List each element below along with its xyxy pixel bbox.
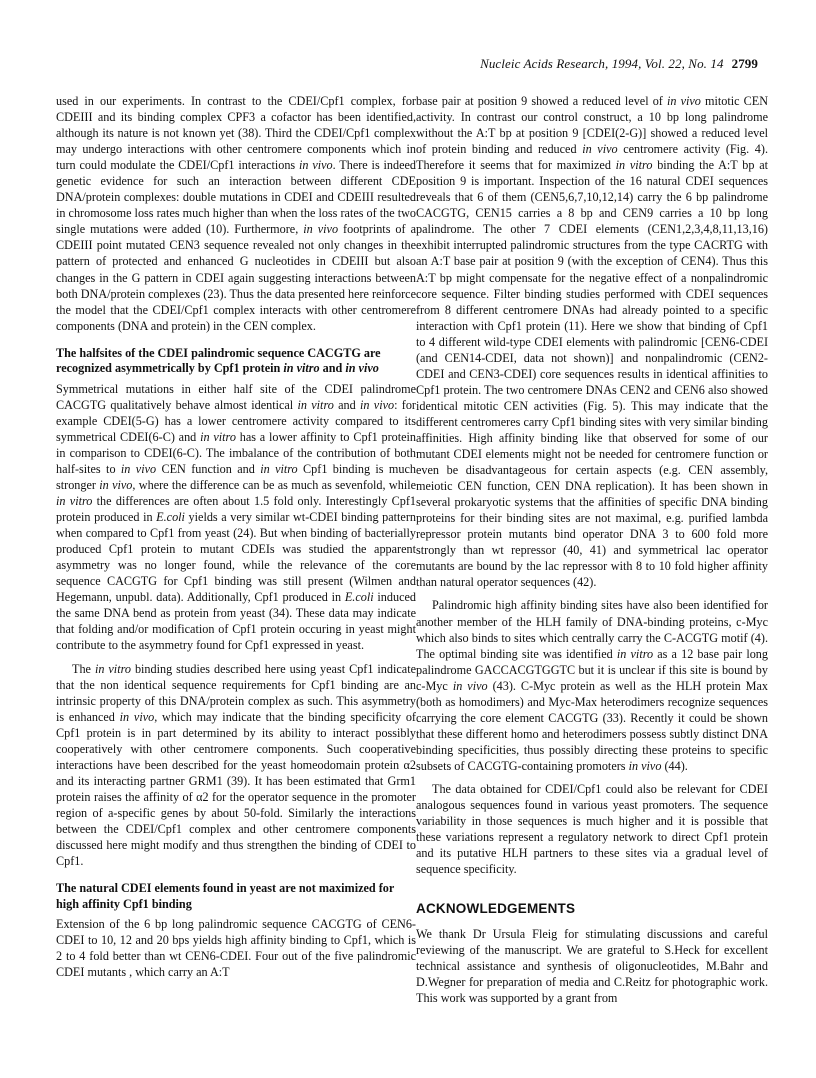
journal-citation: Nucleic Acids Research, 1994, Vol. 22, No. 14 [480,56,724,71]
page-number: 2799 [731,56,758,71]
right-column [416,93,768,1014]
paragraph: The in vitro binding studies described here using yeast Cpf1 indicate that the non identical sequence requirements for Cpf1 binding are an intrinsic property of this DNA/protein complex as such. This asymmetry is enhanced in vivo, which may indicate that the binding specificity of Cpf1 protein is in part determined by its ability to interact possibly cooperatively with other centromere components. Such cooperative interactions have been described for the yeast homeodomain protein α2 and its interacting partner GRM1 (39). It has been estimated that Grm1 protein raises the affinity of α2 for the operator sequence in the promoter region of a-specific genes by about 50-fold. Similarly the interactions between the CDEI/Cpf1 complex and other centromere components discussed here might modify and thus strengthen the binding of CDEI to Cpf1. [56,661,416,869]
paragraph: Extension of the 6 bp long palindromic sequence CACGTG of CEN6-CDEI to 10, 12 and 20 bps yields high affinity binding to Cpf1, which is 2 to 4 fold better than wt CEN6-CDEI. Four out of the five palindromic CDEI mutants , which carry an A:T [56,917,416,980]
paragraph: Palindromic high affinity binding sites have also been identified for another member of the HLH family of DNA-binding proteins, c-Myc which also binds to sites which centrally carry the C-ACGTG motif (4). The optimal binding site was identified in vitro as a 12 base pair long palindrome GACCACGTGGTC but it is unclear if this site is bound by c-Myc in vivo (43). C-Myc protein as well as the HLH protein Max (both as homodimers) and Myc-Max heterodimers recognize sequences carrying the core element CACGTG (33). Recently it could be shown that these different homo and heterodimers possess subtly distinct DNA binding specificities, thus possibly directing these proteins to specific subsets of CACGTG-containing promoters in vivo (44). [416,598,769,773]
paragraph: used in our experiments. In contrast to the CDEI/Cpf1 complex, for CDEIII and its binding complex CPF3 a cofactor has been identified, although its nature is not known yet (38). Third the CDEI/Cpf1 complex may undergo interactions with other centromere components which in turn could modulate the CDEI/Cpf1 interactions in vivo. There is indeed genetic evidence for such an interaction between different CDE DNA/protein complexes: double mutations in CDEI and CDEIII resulted in chromosome loss rates much higher than when the loss rates of the two single mutations were added (10). Furthermore, in vivo footprints of a CDEIII point mutated CEN3 sequence revealed not only changes in the pattern of protected and enhanced G nucleotides in CDEIII but also changes in the G pattern in CDEI again suggesting interactions between both DNA/protein complexes (23). Thus the data presented here reinforce the model that the CDEI/Cpf1 complex interacts with other centromere components (DNA and protein) in the CEN complex. [56,94,417,333]
paragraph: The data obtained for CDEI/Cpf1 could also be relevant for CDEI analogous sequences found in various yeast promoters. The sequence variability in those sequences is much higher and it is possible that these variations represent a regulatory network to direct Cpf1 protein and its putative HLH partners to these sites via a gradual level of sequence specificity. [416,781,768,877]
section-heading: The natural CDEI elements found in yeast are not maximized for high affinity Cpf1 binding [56,881,395,911]
running-header [480,56,758,72]
left-column [56,93,416,987]
paragraph: base pair at position 9 showed a reduced level of in vivo mitotic CEN activity. In contrast our control construct, a 10 bp long palindrome without the A:T bp at position 9 [CDEI(2-G)] showed a reduced level of protein binding and reduced in vivo centromere activity (Fig. 4). Therefore it seems that for maximized in vitro binding the A:T bp at position 9 is important. Inspection of the 16 natural CDEI sequences reveals that 6 of them (CEN5,6,7,10,12,14) carry the 6 bp palindrome CACGTG, CEN15 carries a 8 bp and CEN9 carries a 10 bp long palindrome. The other 7 CDEI elements (CEN1,2,3,4,8,11,13,16) exhibit interrupted palindromic structures from the type CACRTG with an A:T base pair at position 9 (with the exception of CEN4). Thus this A:T bp might compensate for the negative effect of a nonpalindromic core sequence. Filter binding studies performed with CDEI sequences from 8 different centromere DNAs had already pointed to a specific interaction with Cpf1 protein (11). Here we show that binding of Cpf1 to 4 different wild-type CDEI elements with palindromic [CEN6-CDEI (and CEN14-CDEI, data not shown)] and nonpalindromic (CEN2-CDEI and CEN3-CDEI) core sequences results in identical affinities to Cpf1 protein. The two centromere DNAs CEN2 and CEN6 also showed identical mitotic CEN activities (Fig. 5). This may indicate that the different centromeres carry Cpf1 binding sites with very similar binding affinities. High affinity binding like that observed for some of our mutant CDEI elements might not be needed for centromere function or even be disadvantageous for certain aspects (e.g. CEN assembly, meiotic CEN function, CEN DNA replication). It has been shown in several prokaryotic systems that the affinities of specific DNA binding proteins for their binding sites are not maximal, e.g. purified lambda repressor protein mutants bind operator DNA 3 to 600 fold more strongly than wt repressor (40, 41) and symmetrical lac operator mutants are bound by the lac repressor with 8 to 10 fold higher affinity than natural operator sequences (42). [416,94,769,590]
section-heading: The halfsites of the CDEI palindromic sequence CACGTG are recognized asymmetrically by Cpf1 protein in vitro and in vivo [56,345,381,376]
acknowledgements-text: We thank Dr Ursula Fleig for stimulating discussions and careful reviewing of the manuscript. We are grateful to S.Heck for excellent technical assistance and synthesis of oligonucleotides, M.Bahr and D.Wegner for preparation of media and C.Reitz for photographic work. This work was supported by a grant from [416,927,768,1006]
acknowledgements-heading: ACKNOWLEDGEMENTS [416,901,576,917]
paragraph: Symmetrical mutations in either half site of the CDEI palindrome CACGTG qualitatively behave almost identical in vitro and in vivo: for example CDEI(5-G) has a lower centromere activity compared to its symmetrical CDEI(6-C) and in vitro has a lower affinity to Cpf1 protein in comparison to CDEI(6-C). The imbalance of the contribution of both half-sites to in vivo CEN function and in vitro Cpf1 binding is much stronger in vivo, where the difference can be as much as sevenfold, while in vitro the differences are often about 1.5 fold only. Interestingly Cpf1 protein produced in E.coli yields a very similar wt-CDEI binding pattern when compared to Cpf1 from yeast (24). But when binding of bacterially produced Cpf1 protein to mutant CDEIs was studied the apparent asymmetry was no longer found, while the relevance of the core sequence CACGTG for Cpf1 binding was still present (Wilmen and Hegemann, unpubl. data). Additionally, Cpf1 produced in E.coli induced the same DNA bend as protein from yeast (34). These data may indicate that folding and/or modification of Cpf1 protein occuring in yeast might contribute to the asymmetry found for Cpf1 expressed in yeast. [56,381,417,653]
